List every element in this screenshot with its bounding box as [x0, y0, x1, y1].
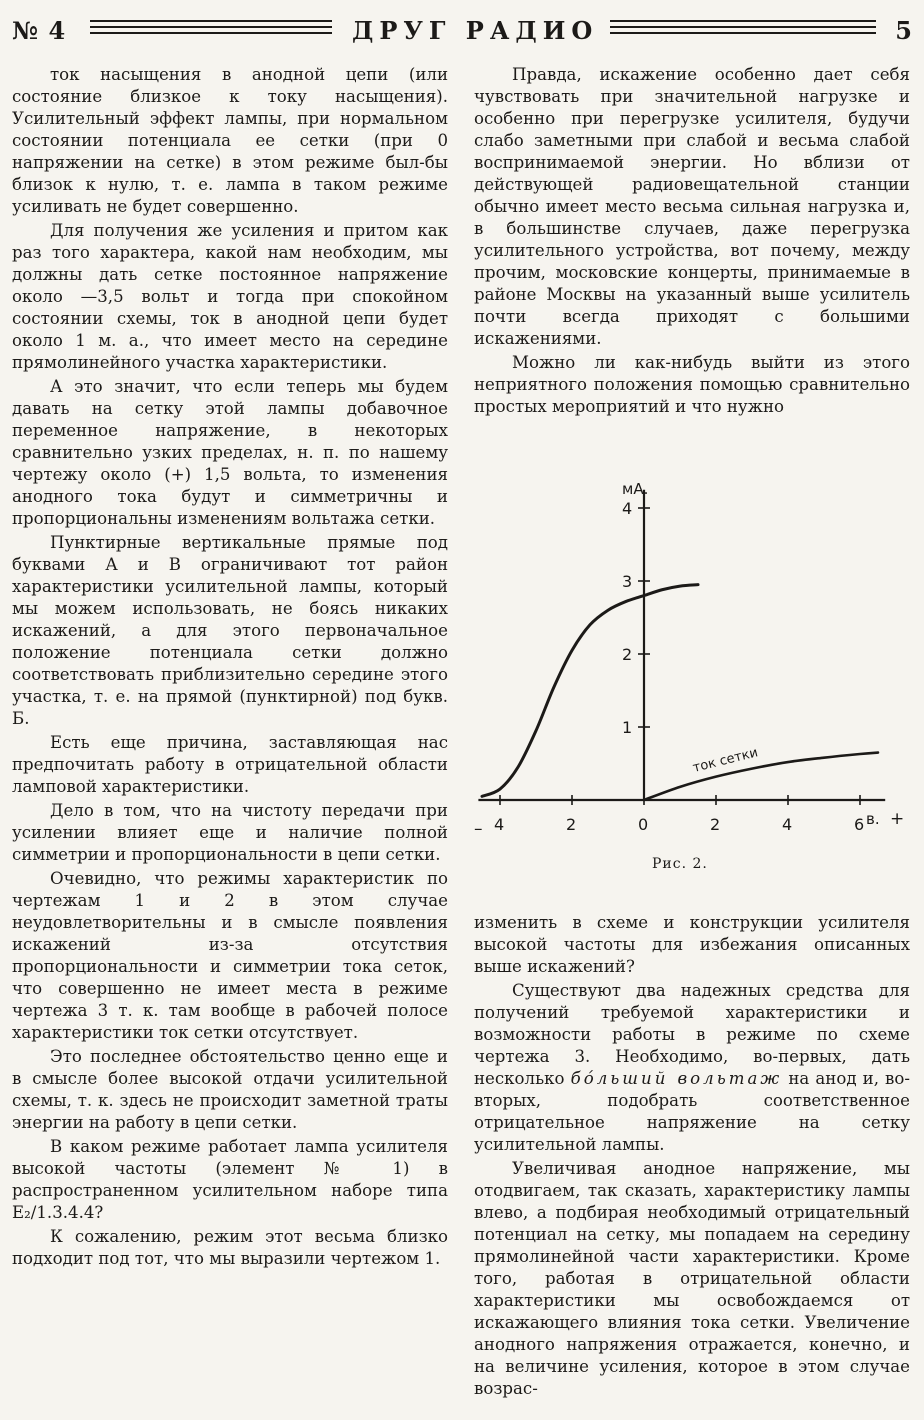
x-tick-label: 2 [710, 815, 721, 834]
y-axis-unit: мА. [622, 480, 649, 498]
right-column-bottom [474, 912, 910, 1402]
x-axis-plus: + [890, 809, 905, 829]
figure-2 [470, 468, 914, 888]
paragraph: Можно ли как-нибудь выйти из этого неприятного положения помощью сравнительно простых мероприятий и что нужно [474, 353, 910, 416]
x-tick-label: 6 [854, 815, 865, 834]
paragraph: К сожалению, режим этот весьма близко подходит под тот, что мы выразили чертежом 1. [12, 1227, 448, 1268]
paragraph: Увеличивая анодное напряжение, мы отодвигаем, так сказать, характеристику лампы влево, а подбирая необходимый отрицательный потенциал на сетку, мы попадаем на середину прямолинейной части характеристики. Кроме того, работая в отрицательной области характеристики мы освобождаемся от искажающего влияния тока сетки. Увеличение анодного напряжения отражается, конечно, и на величине усиления, которое в этом случае возрас- [474, 1159, 910, 1398]
paragraph: Дело в том, что на чистоту передачи при усилении влияет еще и наличие полной симметрии и пропорциональности в цепи сетки. [12, 801, 448, 864]
paragraph: Правда, искажение особенно дает себя чувствовать при значительной нагрузке и особенно при перегрузке усилителя, будучи слабо заметными при слабой и весьма слабой воспринимаемой энергии. Но вблизи от действующей радиовещательной станции обычно имеет место весьма сильная нагрузка и, в большинстве случаев, даже перегрузка усилительного устройства, вот почему, между прочим, московские концерты, принимаемые в районе Москвы на указанный выше усилитель почти всегда приходят с большими искажениями. [474, 65, 910, 348]
paragraph [474, 980, 910, 1156]
chart-curves [482, 585, 878, 800]
paragraph: ток насыщения в анодной цепи (или состояние близкое к току насыщения). Усилительный эффект лампы, при нормальном состоянии потенциала ее сетки (при 0 напряжении на сетке) в этом режиме был-бы близок к нулю, т. е. лампа в таком режиме усиливать не будет совершенно. [12, 65, 448, 216]
x-axis-minus: – [474, 819, 483, 839]
y-tick-label: 4 [622, 499, 633, 518]
x-axis-unit: в. [866, 810, 880, 828]
header-rule [610, 26, 876, 28]
paragraph-text: на анод и, во-вторых, подобрать соответственное отрицательное напряжение на сетку усилительной лампы. [474, 1069, 911, 1154]
header-rule [90, 20, 332, 22]
right-column-top [474, 64, 910, 420]
page-header [12, 12, 912, 48]
paragraph: Есть еще причина, заставляющая нас предпочитать работу в отрицательной области ламповой характеристики. [12, 733, 448, 796]
chart-axes [478, 490, 885, 800]
paragraph: Это последнее обстоятельство ценно еще и в смысле более высокой отдачи усилительной схемы, т. к. здесь не происходит заметной траты энергии на работу в цепи сетки. [12, 1047, 448, 1132]
paragraph: Пунктирные вертикальные прямые под буквами А и В ограничивают тот район характеристики усилительной лампы, который мы можем использовать, не боясь никаких искажений, а для этого первоначальное положение потенциала сетки должно соответствовать приблизительно середине этого участка, т. е. на прямой (пунктирной) под букв. Б. [12, 533, 448, 728]
paragraph: А это значит, что если теперь мы будем давать на сетку этой лампы добавочное переменное напряжение, в некоторых сравнительно узких пределах, н. п. по нашему чертежу около (+) 1,5 вольта, то изменения анодного тока будут и симметричны и пропорциональны изменениям вольтажа сетки. [12, 377, 448, 528]
page-number: 5 [895, 16, 912, 45]
chart-ticks [494, 499, 864, 834]
y-tick-label: 2 [622, 645, 633, 664]
journal-title: ДРУГ РАДИО [352, 16, 599, 45]
paragraph: В каком режиме работает лампа усилителя высокой частоты (элемент № 1) в распространенном усилительном наборе типа Е₂/1.3.4.4? [12, 1137, 448, 1222]
figure-caption: Рис. 2. [652, 856, 708, 872]
x-tick-label: 4 [494, 815, 505, 834]
x-tick-label: 2 [566, 815, 577, 834]
issue-number: № 4 [12, 16, 67, 45]
left-column [12, 64, 448, 1272]
paragraph-text: Существуют два надежных средства для получений требуемой характеристики и возможности работы в режиме по схеме чертежа 3. Необходимо, во-первых, дать несколько [474, 981, 910, 1088]
header-rule [610, 32, 876, 34]
emphasis-text: бóльший вольтаж [570, 1069, 783, 1088]
grid-current-curve [644, 753, 878, 800]
header-rule [90, 32, 332, 34]
header-rule [610, 20, 876, 22]
paragraph: Очевидно, что режимы характеристик по чертежам 1 и 2 в этом случае неудовлетворительны и в смысле появления искажений из-за отсутствия пропорциональности и симметрии тока сеток, что совершенно не имеет места в режиме чертежа 3 т. к. там вообще в рабочей полосе характеристики ток сетки отсутствует. [12, 869, 448, 1042]
y-tick-label: 3 [622, 572, 633, 591]
grid-current-label: ток сетки [691, 745, 760, 776]
x-tick-label: 0 [638, 815, 649, 834]
paragraph: Для получения же усиления и притом как раз того характера, какой нам необходим, мы должны дать сетке постоянное напряжение около —3,5 вольт и тогда при спокойном состоянии схемы, ток в анодной цепи будет около 1 м. а., что имеет место на середине прямолинейного участка характеристики. [12, 221, 448, 372]
paragraph: изменить в схеме и конструкции усилителя высокой частоты для избежания описанных выше искажений? [474, 913, 910, 976]
characteristic-chart [470, 468, 914, 848]
y-tick-label: 1 [622, 718, 633, 737]
anode-current-curve [482, 585, 698, 797]
header-rule [90, 26, 332, 28]
x-tick-label: 4 [782, 815, 793, 834]
